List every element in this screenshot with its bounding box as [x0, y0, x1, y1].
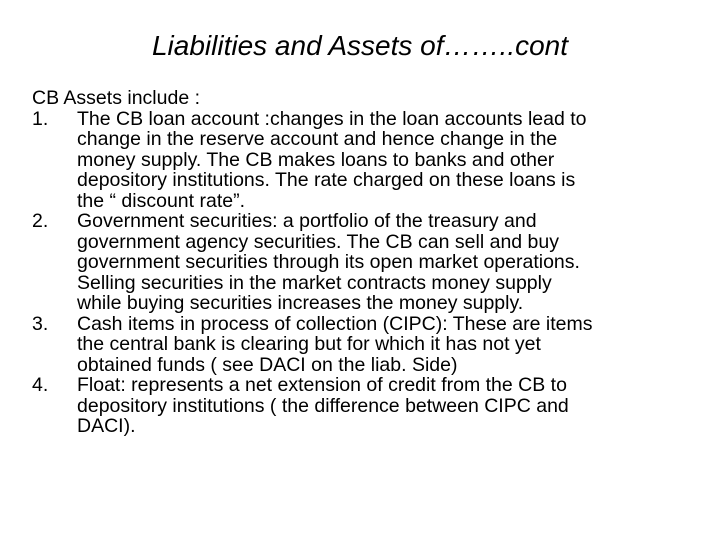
- item-line: The CB loan account :changes in the loan accounts lead to: [77, 107, 587, 130]
- list-item: [32, 314, 720, 376]
- item-text: [77, 109, 719, 212]
- list-item: [32, 211, 720, 314]
- item-line: DACI).: [77, 415, 136, 437]
- item-line: obtained funds ( see DACI on the liab. Side): [77, 353, 458, 376]
- item-line: while buying securities increases the money supply.: [77, 292, 524, 314]
- item-line: Cash items in process of collection (CIPC): These are items: [77, 312, 593, 335]
- item-line: Government securities: a portfolio of the treasury and: [77, 210, 537, 232]
- item-line: Selling securities in the market contracts money supply: [77, 271, 552, 294]
- item-line: the central bank is clearing but for which it has not yet: [77, 333, 541, 355]
- item-line: government securities through its open market operations.: [77, 251, 580, 273]
- item-line: the “ discount rate”.: [77, 189, 245, 212]
- item-line: depository institutions. The rate charged on these loans is: [77, 169, 576, 191]
- assets-list: [32, 109, 720, 437]
- item-text: [77, 314, 719, 376]
- item-number: 2.: [32, 210, 49, 232]
- slide-body: [32, 88, 720, 437]
- list-item: [32, 375, 720, 437]
- item-number: 3.: [32, 312, 49, 335]
- item-text: [77, 375, 719, 437]
- item-line: depository institutions ( the difference between CIPC and: [77, 394, 569, 417]
- slide-title: Liabilities and Assets of……..cont: [151, 30, 569, 61]
- intro-text: CB Assets include :: [32, 87, 200, 109]
- item-text: [77, 211, 719, 314]
- list-item: [32, 109, 720, 212]
- item-number: 1.: [32, 107, 49, 130]
- item-line: Float: represents a net extension of credit from the CB to: [77, 374, 567, 396]
- item-line: change in the reserve account and hence change in the: [77, 128, 558, 150]
- item-line: money supply. The CB makes loans to banks and other: [77, 148, 555, 171]
- item-line: government agency securities. The CB can sell and buy: [77, 230, 559, 253]
- item-number: 4.: [32, 374, 49, 396]
